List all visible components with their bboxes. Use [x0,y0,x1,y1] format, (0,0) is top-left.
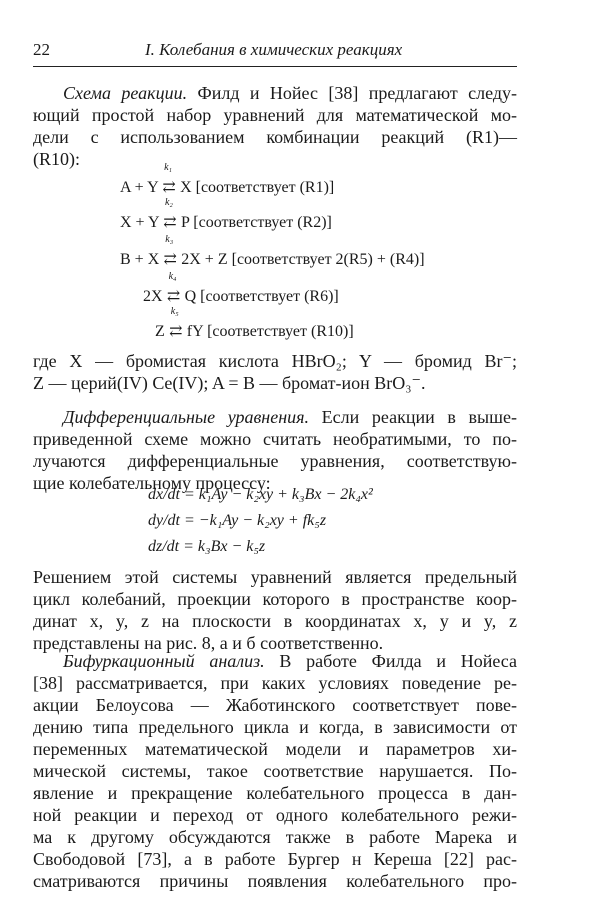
text-line: [38] рассматривается, при каких условиях поведение ре- [33,673,517,693]
text-line: явление и прекращение колебательного процесса в дан- [33,783,517,803]
running-head [33,40,520,64]
equilibrium-arrow-icon: ⇄ k₃ [163,234,177,268]
equation: dx/dt = k₁Ay − k₂xy + k₃Bx − 2k₄x² [148,486,373,503]
section-heading: Схема реакции. [63,83,188,103]
equilibrium-arrow-icon: ⇄ k₅ [169,306,183,340]
chapter-title: I. Колебания в химических реакциях [145,40,403,59]
reaction-row: 2X ⇄ k₄ Q [соответствует (R6)] [143,285,339,309]
text-line: акции Белоусова — Жаботинского соответствует пове- [33,695,517,715]
text-line: щие колебательному процессу: [33,473,271,493]
text-line: ной реакции и переход от одного колебательного режи- [33,805,517,825]
text-line: дели с использованием комбинации реакций (R1)— [33,127,517,147]
text-line: Схема реакции. Филд и Нойес [38] предлагают следу- [63,83,517,103]
text-line: Бифуркационный анализ. В работе Филда и Нойеса [63,651,518,671]
text-line: Дифференциальные уравнения. Если реакции в выше- [63,407,517,427]
text-line: цикл колебаний, проекции которого в пространстве коор- [33,589,517,609]
text-line: Решением этой системы уравнений является предельный [33,567,517,587]
text-line: ющий простой набор уравнений для математической мо- [33,105,517,125]
text-line: (R10): [33,149,80,169]
reaction-row: Z ⇄ k₅ fY [соответствует (R10)] [155,320,354,344]
text-line: мической системы, такое соответствие нарушается. По- [33,761,517,781]
text-line: где X — бромистая кислота HBrO₂; Y — бромид Br⁻; [33,351,517,371]
text-line: лучаются дифференциальные уравнения, соответствую- [33,451,517,471]
solution-paragraph [33,566,517,654]
variables-definition [33,350,517,394]
reaction-row: A + Y ⇄ k₁ X [соответствует (R1)] [120,176,334,200]
header-rule [33,66,517,67]
text-line: приведенной схеме можно считать необратимыми, то по- [33,429,517,449]
equilibrium-arrow-icon: ⇄ k₁ [162,162,176,196]
equilibrium-arrow-icon: ⇄ k₄ [166,271,181,305]
text-line: переменных математической модели и параметров хи- [33,739,517,759]
section-bifurcation [33,650,517,892]
section-scheme [33,82,517,170]
page-number: 22 [33,40,50,59]
text-line: Свободовой [73], а в работе Бургер н Кереша [22] рас- [33,849,517,869]
equation: dy/dt = −k₁Ay − k₂xy + fk₅z [148,512,327,529]
text-line: Z — церий(IV) Ce(IV); A = B — бромат-ион BrO₃⁻. [33,373,426,393]
text-line: ма к другому обсуждаются также в работе Марека и [33,827,517,847]
text-line: дению типа предельного цикла и когда, в зависимости от [33,717,517,737]
text-line: динат x, y, z на плоскости в координатах x, y и y, z [33,611,517,631]
reaction-row: B + X ⇄ k₃ 2X + Z [соответствует 2(R5) + (R4)] [120,248,425,272]
equilibrium-arrow-icon: ⇄ k₂ [163,197,177,231]
section-differential-equations [33,406,517,494]
reaction-row: X + Y ⇄ k₂ P [соответствует (R2)] [120,211,332,235]
section-heading: Бифуркационный анализ. [63,651,265,671]
text-line: сматриваются причины появления колебательного про- [33,871,517,891]
text-line: представлены на рис. 8, а и б соответственно. [33,633,384,653]
equation: dz/dt = k₃Bx − k₅z [148,538,266,555]
section-heading: Дифференциальные уравнения. [63,407,309,427]
